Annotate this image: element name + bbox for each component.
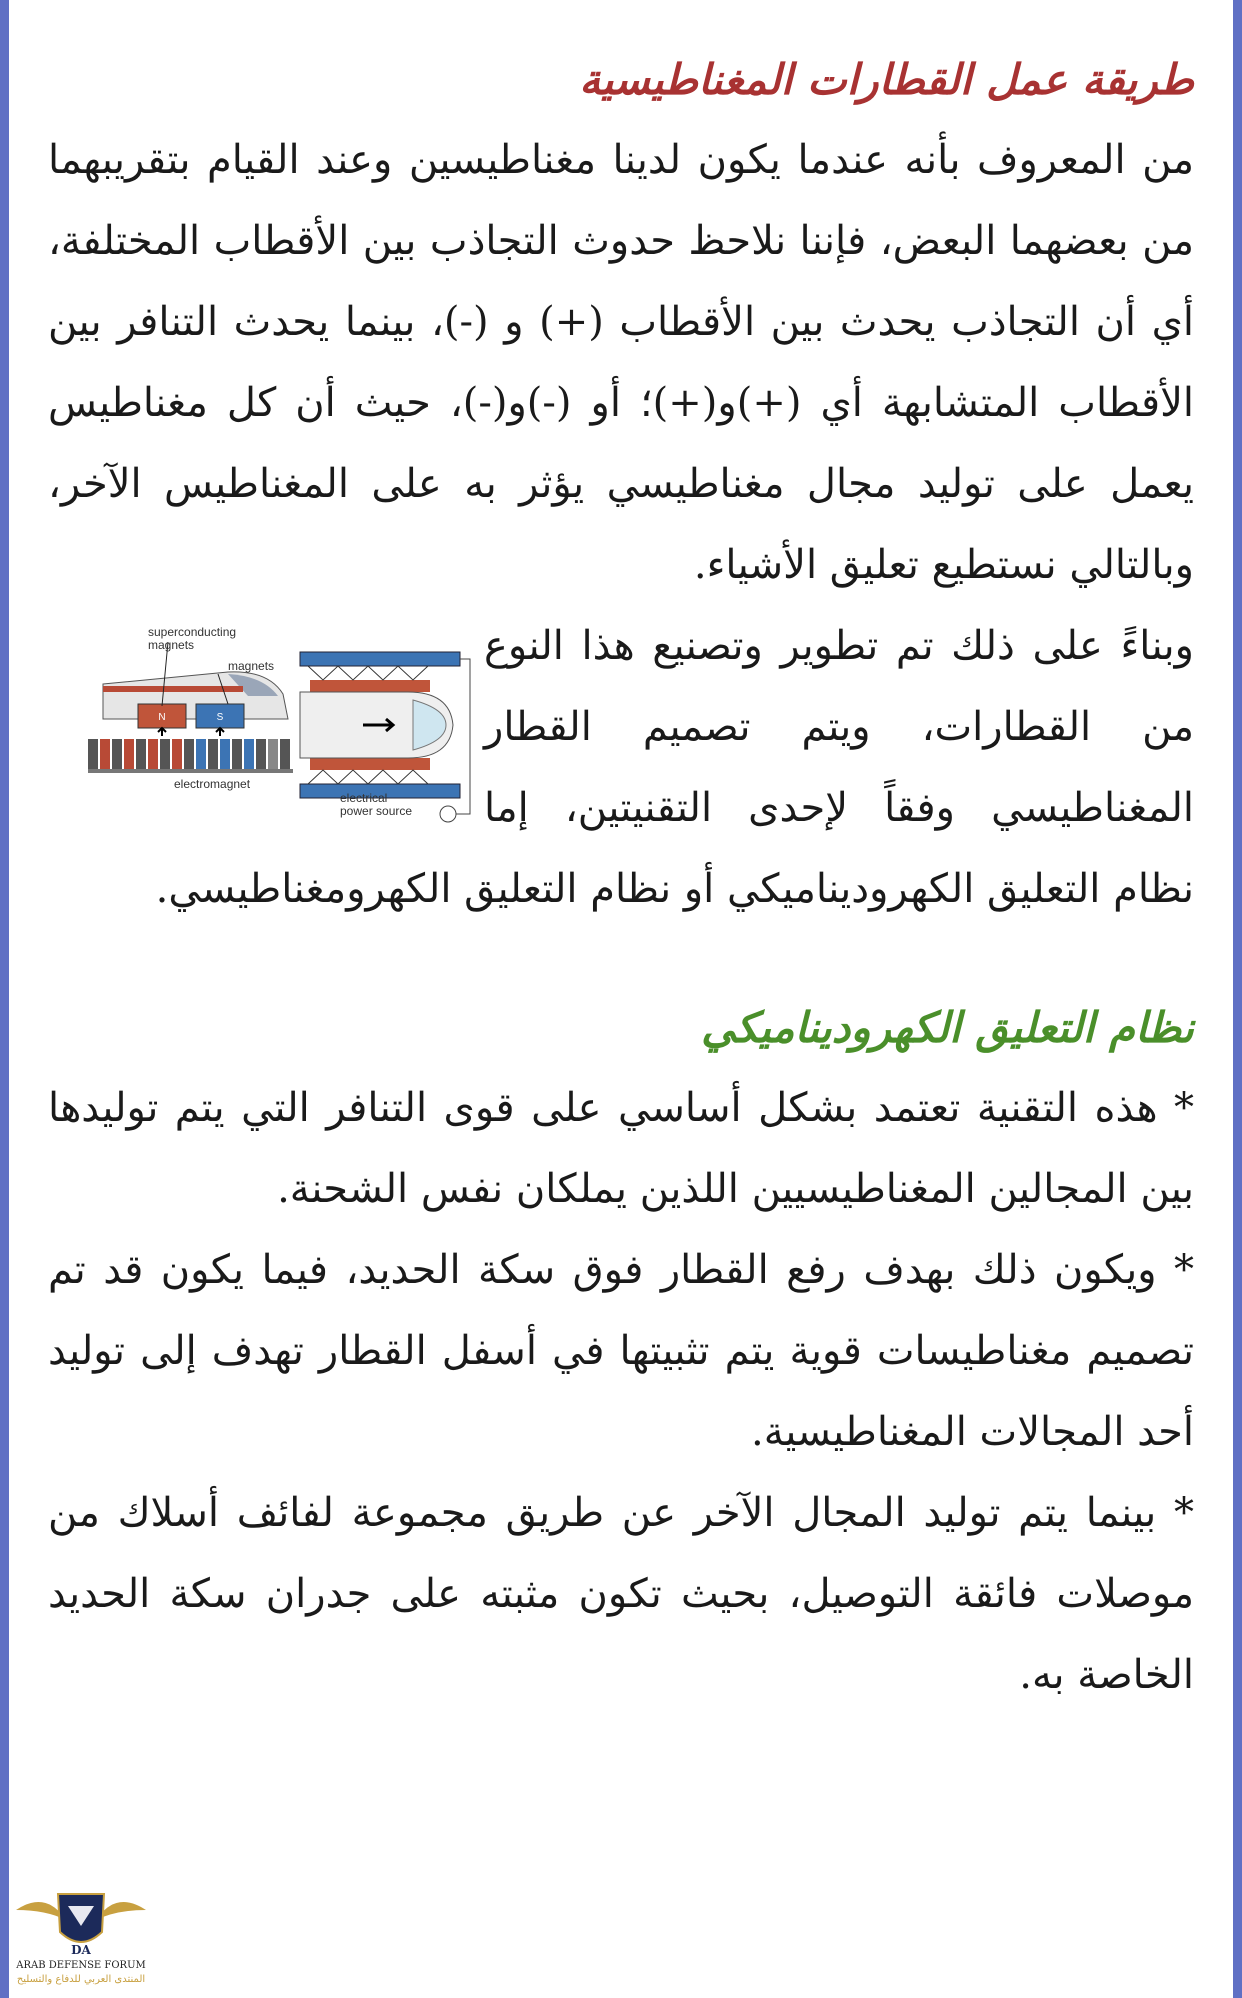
logo-emblem xyxy=(6,1880,156,1960)
logo-monogram: DA xyxy=(71,1943,91,1957)
bullet-repulsion-forces: * هذه التقنية تعتمد بشكل أساسي على قوى التنافر التي يتم توليدها بين المجالين المغناطيسيين اللذين يملكان نفس الشحنة. xyxy=(48,1085,1194,1212)
page-frame-left xyxy=(0,0,9,1998)
section-title-electrodynamic-suspension: نظام التعليق الكهروديناميكي xyxy=(701,1003,1194,1052)
page-frame-right xyxy=(1233,0,1242,1998)
label-superconducting-magnets: superconducting magnets xyxy=(148,625,237,652)
logo-name: ARAB DEFENSE FORUM xyxy=(16,1960,146,1971)
label-magnets: magnets xyxy=(228,659,275,673)
section-title-how-maglev-works: طريقة عمل القطارات المغناطيسية xyxy=(579,55,1194,104)
svg-text:S: S xyxy=(216,712,224,723)
maglev-illustration xyxy=(78,624,478,834)
label-electromagnet: electromagnet xyxy=(174,777,251,791)
label-power-source: electrical power source xyxy=(340,791,413,818)
paragraph-maglev-design: وبناءً على ذلك تم تطوير وتصنيع هذا النوع من القطارات، ويتم تصميم القطار المغناطيسي وفقاً لإحدى التقنيتين، إما نظام التعليق الكهروديناميكي أو نظام التعليق الكهرومغناطيسي. xyxy=(155,623,1194,912)
logo-arabic-name: المنتدى العربي للدفاع والتسليح xyxy=(16,1974,146,1985)
arab-defense-forum-logo xyxy=(6,1880,156,1995)
svg-text:N: N xyxy=(158,712,166,723)
document-page xyxy=(48,40,1194,1990)
paragraph-magnet-attraction: من المعروف بأنه عندما يكون لدينا مغناطيسين وعند القيام بتقريبهما من بعضهما البعض، فإننا نلاحظ حدوث التجاذب بين الأقطاب المختلفة، أي أن التجاذب يحدث بين الأقطاب (+) و (-)، بينما يحدث التنافر بين الأقطاب المتشابهة أي (+)و(+)؛ أو (-)و(-)، حيث أن كل مغناطيس يعمل على توليد مجال مغناطيسي يؤثر به على المغناطيس الآخر، وبالتالي نستطيع تعليق الأشياء. xyxy=(48,137,1194,588)
maglev-diagram xyxy=(78,624,478,834)
bullet-superconducting-coils: * بينما يتم توليد المجال الآخر عن طريق مجموعة لفائف أسلاك من موصلات فائقة التوصيل، بحيث تكون مثبته على جدران سكة الحديد الخاصة به. xyxy=(48,1490,1194,1698)
bullet-lift-train: * ويكون ذلك بهدف رفع القطار فوق سكة الحديد، فيما يكون قد تم تصميم مغناطيسات قوية يتم تثبيتها في أسفل القطار تهدف إلى توليد أحد المجالات المغناطيسية. xyxy=(48,1247,1194,1455)
